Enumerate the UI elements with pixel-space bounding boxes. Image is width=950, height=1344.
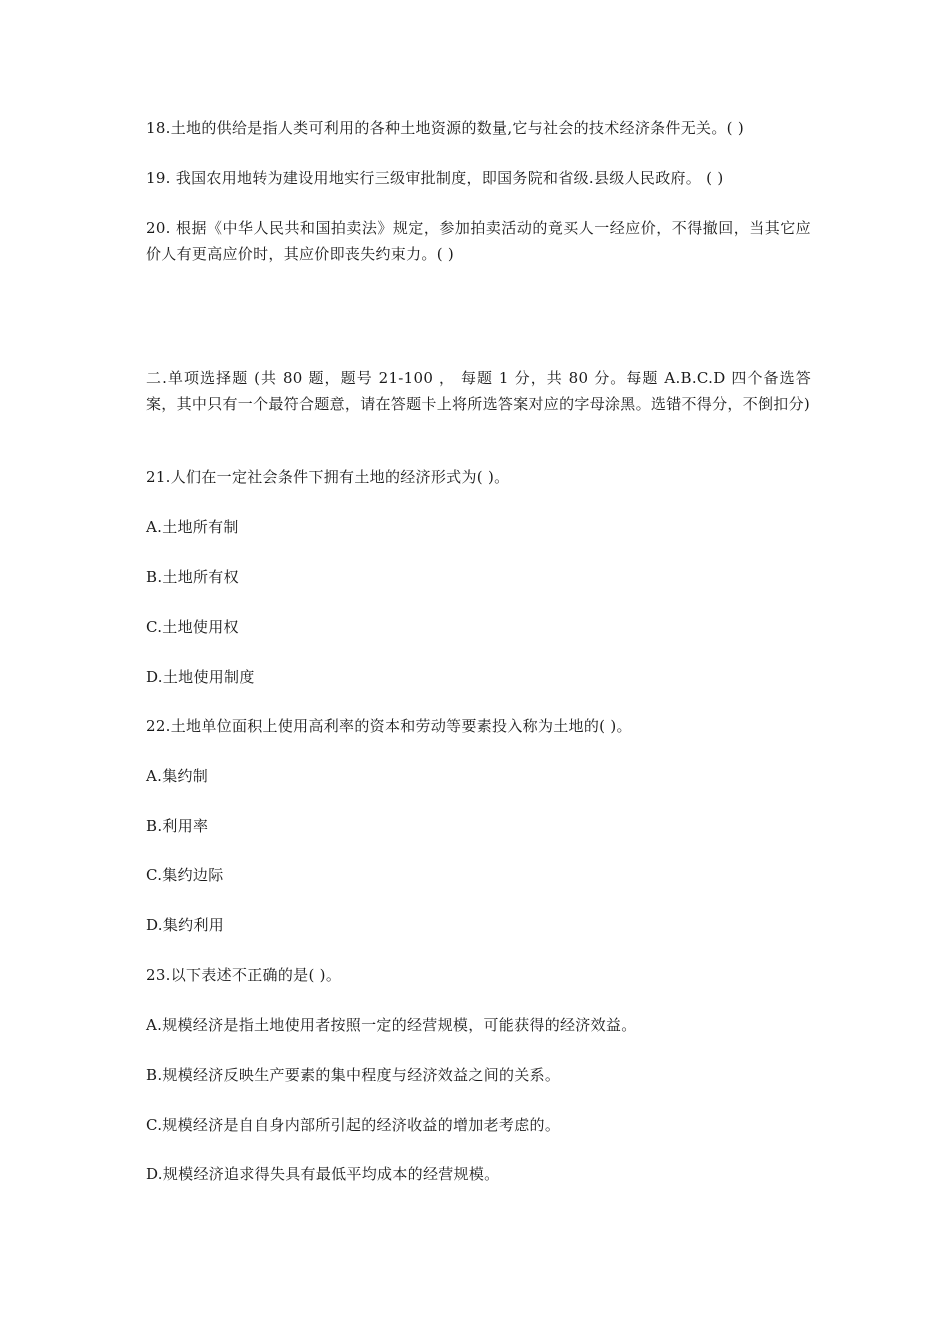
option-d: D.集约利用 [146, 916, 225, 934]
question-stem: 22.土地单位面积上使用高利率的资本和劳动等要素投入称为土地的( )。 [146, 717, 632, 735]
option-a: A.集约制 [146, 767, 209, 785]
option-a: A.土地所有制 [146, 518, 239, 536]
question-19: 19. 我国农用地转为建设用地实行三级审批制度，即国务院和省级.县级人民政府。 ( ) [146, 169, 724, 187]
question-stem: 21.人们在一定社会条件下拥有土地的经济形式为( )。 [146, 468, 510, 486]
option-b: B.利用率 [146, 817, 209, 835]
option-a: A.规模经济是指土地使用者按照一定的经营规模，可能获得的经济效益。 [146, 1016, 637, 1034]
question-20: 20. 根据《中华人民共和国拍卖法》规定，参加拍卖活动的竟买人一经应价，不得撤回，当其它应价人有更高应价时，其应价即丧失约束力。( ) [146, 219, 811, 263]
option-b: B.规模经济反映生产要素的集中程度与经济效益之间的关系。 [146, 1066, 561, 1084]
option-c: C.规模经济是自自身内部所引起的经济收益的增加老考虑的。 [146, 1116, 561, 1134]
option-b: B.土地所有权 [146, 568, 239, 586]
section-heading: 二.单项选择题 (共 80 题，题号 21-100 ， 每题 1 分，共 80 分。每题 A.B.C.D 四个备选答案，其中只有一个最符合题意，请在答题卡上将所选答案对应的字母涂黑。选错不得分，不倒扣分) [146, 369, 811, 413]
question-stem: 23.以下表述不正确的是( )。 [146, 966, 342, 984]
option-d: D.规模经济追求得失具有最低平均成本的经营规模。 [146, 1165, 500, 1183]
question-18: 18.土地的供给是指人类可利用的各种土地资源的数量,它与社会的技术经济条件无关。( ) [146, 119, 744, 137]
option-c: C.集约边际 [146, 866, 224, 884]
option-c: C.土地使用权 [146, 618, 239, 636]
option-d: D.土地使用制度 [146, 668, 255, 686]
